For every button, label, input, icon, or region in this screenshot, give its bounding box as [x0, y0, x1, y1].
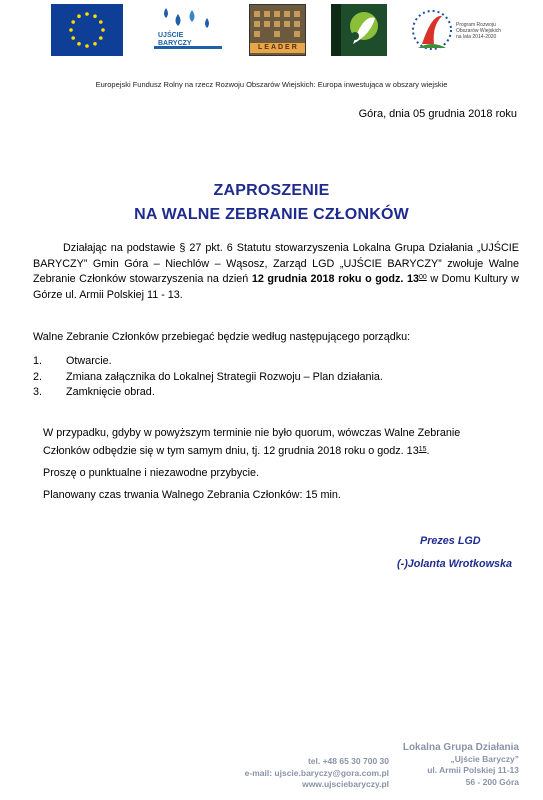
ujscie-baryczy-logo — [152, 4, 224, 56]
meeting-time-minutes: 00 — [418, 274, 427, 281]
agenda-text: Zmiana załącznika do Lokalnej Strategii Rozwoju – Plan działania. — [66, 370, 383, 383]
agenda-number: 3. — [33, 386, 43, 398]
footer-org-name: Lokalna Grupa Działania — [402, 742, 519, 753]
signature-role: Prezes LGD — [420, 535, 481, 547]
footer-address — [403, 742, 519, 788]
water-drops-icon — [152, 4, 224, 56]
quorum-end: . — [426, 445, 430, 457]
footer-phone: tel. +48 65 30 700 30 — [307, 756, 389, 766]
eu-flag-logo — [51, 4, 123, 56]
quorum-line-2 — [43, 443, 430, 460]
page-subtitle: NA WALNE ZEBRANIE CZŁONKÓW — [134, 206, 409, 223]
footer-contact — [245, 756, 389, 791]
footer-city: 56 - 200 Góra — [465, 776, 519, 787]
agenda-text: Otwarcie. — [66, 355, 112, 367]
footer-website: www.ujsciebaryczy.pl — [302, 779, 389, 789]
para1-text-a: Działając na podstawie § 27 pkt. 6 Statutu stowarzyszenia Lokalna Grupa Działania „UJŚCIE BARYCZY” Gmin Góra – Niechlów – Wąsosz, Zarząd LGD „UJŚCIE BARYCZY” zwołuje Walne Zebranie Członków stowarzyszenia na dzień — [33, 242, 519, 285]
punctuality-note: Proszę o punktualne i niezawodne przybycie. — [43, 467, 260, 479]
list-item — [33, 370, 383, 386]
agenda-number: 1. — [33, 355, 43, 367]
page-title: ZAPROSZENIE — [213, 182, 330, 199]
leader-logo — [249, 4, 306, 56]
page-footer — [0, 738, 543, 798]
duration-note: Planowany czas trwania Walnego Zebrania Członków: 15 min. — [43, 489, 341, 501]
ujscie-logo-text: UJŚCIE BARYCZY — [158, 32, 192, 47]
agenda-text: Zamknięcie obrad. — [66, 386, 155, 398]
funding-line: Europejski Fundusz Rolny na rzecz Rozwoju Obszarów Wiejskich: Europa inwestująca w obszary wiejskie — [95, 80, 448, 89]
list-item — [33, 385, 383, 401]
footer-street: ul. Armii Polskiej 11-13 — [427, 765, 519, 775]
agenda-number: 2. — [33, 370, 43, 383]
prow-logo-text: Program Rozwoju Obszarów Wiejskich na lata 2014-2020 — [456, 22, 502, 40]
agenda-intro: Walne Zebranie Członków przebiegać będzie według następującego porządku: — [33, 331, 411, 343]
quorum-line-1: W przypadku, gdyby w powyższym terminie nie było quorum, wówczas Walne Zebranie — [43, 427, 461, 439]
leader-emblem-logo — [331, 4, 387, 56]
quorum-time-minutes: 15 — [418, 446, 427, 453]
leader-logo-text: LEADER — [258, 44, 299, 51]
quorum-text: Członków odbędzie się w tym samym dniu, tj. 12 grudnia 2018 roku o godz. 13 — [43, 445, 419, 457]
prow-logo — [410, 4, 502, 56]
agenda-list — [33, 354, 383, 401]
para1-text-c: w Domu Kultury w Górze ul. Armii Polskiej 11 - 13. — [33, 273, 519, 301]
leader-emblem-icon — [331, 4, 387, 56]
eu-stars-icon — [51, 4, 123, 56]
date-line: Góra, dnia 05 grudnia 2018 roku — [358, 108, 517, 120]
signature-name: (-)Jolanta Wrotkowska — [397, 558, 512, 570]
list-item — [33, 354, 383, 370]
intro-paragraph — [33, 241, 519, 303]
footer-org-quote: „Ujście Baryczy” — [450, 753, 519, 764]
meeting-date: 12 grudnia 2018 roku o godz. 13 — [251, 273, 419, 285]
footer-email: e-mail: ujscie.baryczy@gora.com.pl — [244, 767, 389, 778]
